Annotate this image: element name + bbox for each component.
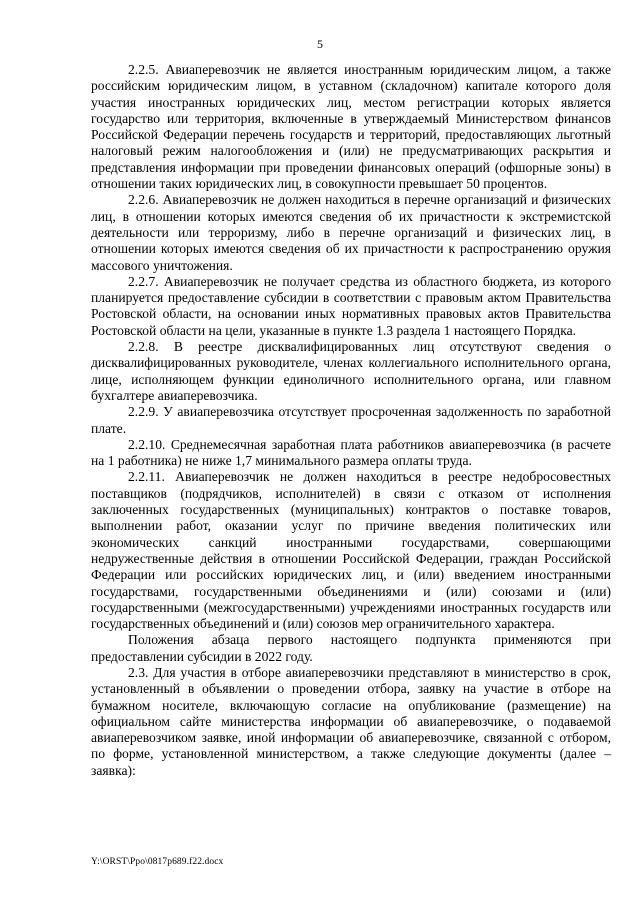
paragraph-2-2-11: 2.2.11. Авиаперевозчик не должен находиться в реестре недобросовестных поставщиков (подрядчиков, исполнителей) в связи с отказом от исполнения заключенных государственных (муниципальных) контрактов о поставке товаров, выполнении работ, оказании услуг по причине введения политических или экономических санкций иностранными государствами, совершающими недружественные действия в отношении Российской Федерации, граждан Российской Федерации или российских юридических лиц, и (или) введением иностранными государствами, государственными объединениями и (или) союзами и (или) государственными (межгосударственными) учреждениями иностранных государств или государственных объединений и (или) союзов мер ограничительного характера.	[91, 469, 611, 632]
document-body	[91, 62, 611, 779]
paragraph-2-2-10: 2.2.10. Среднемесячная заработная плата работников авиаперевозчика (в расчете на 1 работника) не ниже 1,7 минимального размера оплаты труда.	[91, 436, 611, 469]
paragraph-provisions-note: Положения абзаца первого настоящего подпункта применяются при предоставлении субсидии в 2022 году.	[91, 632, 611, 664]
paragraph-2-2-5: 2.2.5. Авиаперевозчик не является иностранным юридическим лицом, а также российским юридическим лицом, в уставном (складочном) капитале которого доля участия иностранных юридических лиц, местом регистрации которых является государство или территория, включенные в утверждаемый Министерством финансов Российской Федерации перечень государств и территорий, предоставляющих льготный налоговый режим налогообложения и (или) не предусматривающих раскрытия и представления информации при проведении финансовых операций (офшорные зоны) в отношении таких юридических лиц, в совокупности превышает 50 процентов.	[91, 62, 611, 192]
paragraph-2-2-8: 2.2.8. В реестре дисквалифицированных лиц отсутствуют сведения о дисквалифицированных руководителе, членах коллегиального исполнительного органа, лице, исполняющем функции единоличного исполнительного органа, или главном бухгалтере авиаперевозчика.	[91, 339, 611, 403]
paragraph-2-2-7: 2.2.7. Авиаперевозчик не получает средства из областного бюджета, из которого планируется предоставление субсидии в соответствии с правовым актом Правительства Ростовской области, на основании иных нормативных правовых актов Правительства Ростовской области на цели, указанные в пункте 1.3 раздела 1 настоящего Порядка.	[91, 273, 611, 338]
paragraph-2-2-6: 2.2.6. Авиаперевозчик не должен находиться в перечне организаций и физических лиц, в отношении которых имеются сведения об их причастности к экстремистской деятельности или терроризму, либо в перечне организаций и физических лиц, в отношении которых имеются сведения об их причастности к распространению оружия массового уничтожения.	[91, 192, 611, 273]
footer-file-path: Y:\ORST\Ppo\0817p689.f22.docx	[91, 857, 224, 867]
paragraph-2-3: 2.3. Для участия в отборе авиаперевозчики представляют в министерство в срок, установленный в объявлении о проведении отбора, заявку на участие в отборе на бумажном носителе, включающую согласие на опубликование (размещение) на официальном сайте министерства информации об авиаперевозчике, о подаваемой авиаперевозчиком заявке, иной информации об авиаперевозчике, связанной с отбором, по форме, установленной министерством, а также следующие документы (далее – заявка):	[91, 664, 611, 778]
paragraph-2-2-9: 2.2.9. У авиаперевозчика отсутствует просроченная задолженность по заработной плате.	[91, 404, 611, 436]
page-number: 5	[317, 37, 323, 51]
